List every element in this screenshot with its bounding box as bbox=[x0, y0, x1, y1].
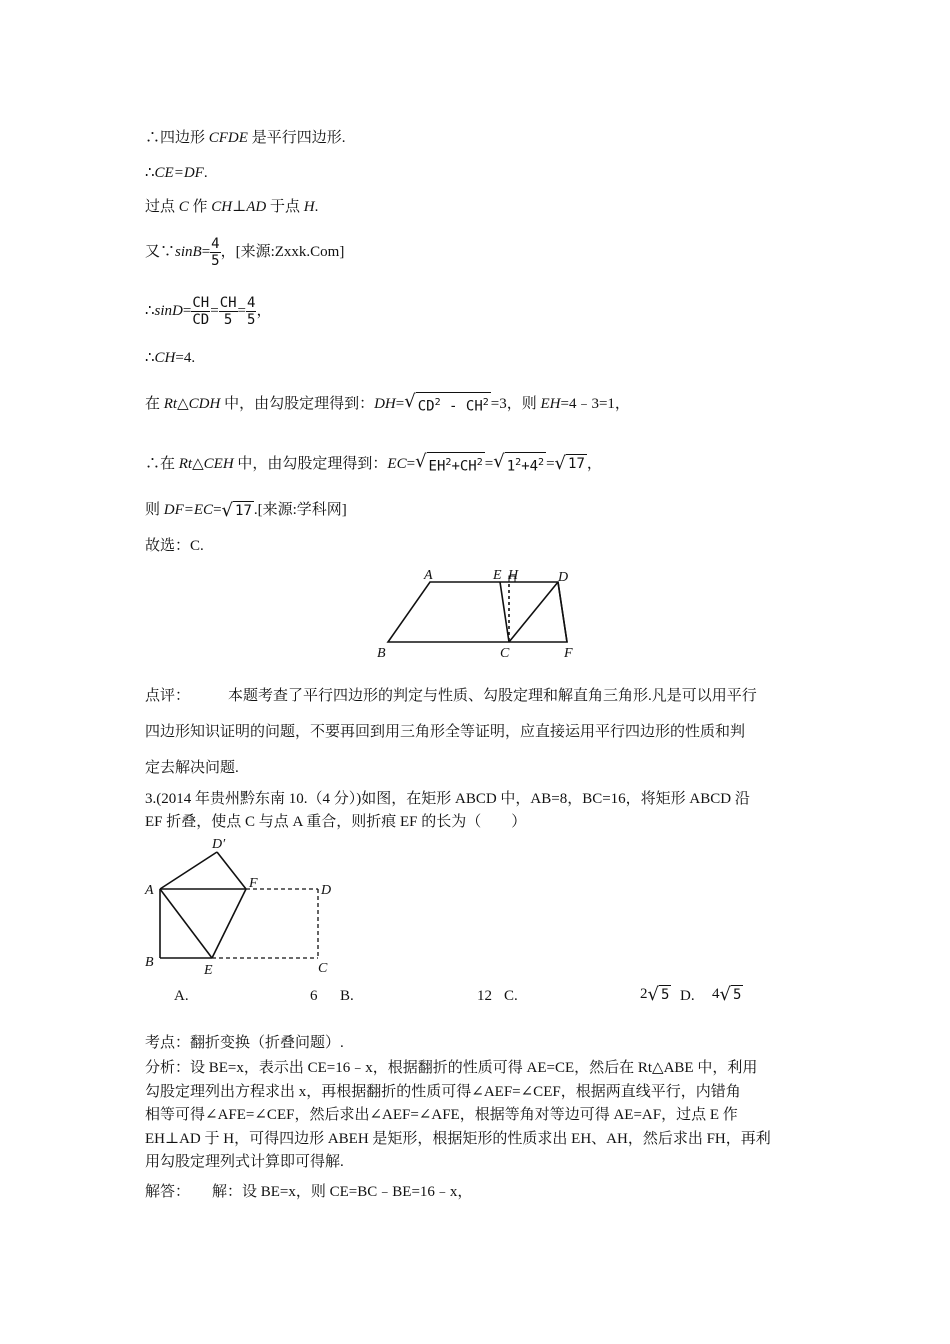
radicand: +CH bbox=[451, 458, 477, 475]
text: ，[来源:Zxxk.Com] bbox=[220, 243, 345, 260]
question-text: EF 折叠，使点 C 与点 A 重合，则折痕 EF 的长为（ ） bbox=[145, 814, 527, 830]
analysis-text: EH⊥AD 于 H，可得四边形 ABEH 是矩形，根据矩形的性质求出 EH、AH，然后求出 FH，再利 bbox=[145, 1130, 771, 1147]
label-e: E bbox=[204, 963, 213, 978]
exponent: 2 bbox=[434, 397, 441, 408]
text: 作 bbox=[188, 199, 212, 215]
label-h: H bbox=[508, 568, 519, 583]
label-f: F bbox=[249, 876, 258, 891]
text: ， bbox=[586, 455, 602, 472]
figure-folded-rectangle bbox=[140, 832, 340, 982]
choice-d-label[interactable]: D. bbox=[680, 988, 695, 1004]
question-3 bbox=[145, 788, 750, 834]
proof-line-4 bbox=[145, 236, 344, 269]
text: = bbox=[395, 395, 405, 412]
radicand: 1 bbox=[506, 458, 516, 475]
var: AD bbox=[246, 199, 267, 215]
choice-a-label[interactable]: A. bbox=[174, 988, 189, 1004]
var: Rt bbox=[178, 455, 193, 472]
var: EC bbox=[387, 455, 407, 472]
sqrt-icon: √ bbox=[554, 453, 567, 475]
sqrt-expression bbox=[404, 392, 491, 417]
text: ∴四边形 bbox=[145, 130, 209, 146]
proof-line-8 bbox=[145, 452, 602, 477]
var: CEH bbox=[203, 455, 234, 472]
radicand: +4 bbox=[521, 458, 539, 475]
segment-ef bbox=[212, 889, 246, 958]
question-text: 3.(2014 年贵州黔东南 10.（4 分）)如图，在矩形 ABCD 中，AB=8，BC=16，将矩形 ABCD 沿 bbox=[145, 791, 750, 807]
text: = bbox=[546, 455, 555, 472]
segment-ce bbox=[500, 582, 509, 642]
comment-label: 点评： bbox=[145, 688, 191, 704]
proof-line-7 bbox=[145, 392, 630, 417]
label-e: E bbox=[493, 568, 502, 583]
sqrt-expression bbox=[720, 985, 744, 1005]
text: =4﹣3=1， bbox=[560, 395, 630, 412]
var: sinD bbox=[154, 302, 183, 319]
label-d: D bbox=[558, 570, 569, 585]
analysis-text: 分析：设 BE=x，表示出 CE=16﹣x，根据翻折的性质可得 AE=CE，然后在 Rt△ABE 中，利用 bbox=[145, 1060, 758, 1076]
exponent: 2 bbox=[515, 457, 522, 468]
segment-ad-prime bbox=[160, 852, 217, 889]
var: DF=EC bbox=[163, 502, 214, 518]
text: 则 bbox=[145, 502, 164, 518]
kaodian-line: 考点：翻折变换（折叠问题）. bbox=[145, 1035, 344, 1051]
text: ， bbox=[256, 302, 272, 319]
text: ∴ bbox=[145, 302, 155, 319]
comment-text: 本题考查了平行四边形的判定与性质、勾股定理和解直角三角形.凡是可以用平行 bbox=[228, 688, 757, 704]
segment-cd bbox=[509, 582, 558, 642]
text: 在 bbox=[145, 395, 164, 412]
comment-block bbox=[145, 678, 810, 786]
radicand: 5 bbox=[732, 986, 742, 1003]
text: . bbox=[203, 165, 208, 181]
text: ∴ bbox=[145, 165, 155, 181]
sqrt-icon: √ bbox=[493, 451, 505, 472]
sqrt-icon: √ bbox=[221, 499, 234, 521]
triangle-symbol: △ bbox=[177, 395, 189, 412]
sqrt-icon: √ bbox=[404, 391, 416, 412]
radicand: 17 bbox=[568, 456, 585, 473]
text: = bbox=[484, 455, 494, 472]
sqrt-icon: √ bbox=[647, 983, 659, 1005]
coefficient: 2 bbox=[640, 986, 648, 1002]
text: 是平行四边形. bbox=[247, 130, 346, 146]
text: =4. bbox=[175, 350, 196, 366]
parallelogram-abcd bbox=[388, 582, 567, 642]
radicand: 17 bbox=[235, 502, 252, 519]
label-d: D bbox=[321, 883, 332, 898]
denominator: 5 bbox=[247, 312, 256, 328]
triangle-symbol: △ bbox=[192, 455, 204, 472]
var: H bbox=[303, 199, 315, 215]
proof-line-1 bbox=[145, 128, 345, 148]
var: DH bbox=[374, 395, 396, 412]
label-a: A bbox=[424, 568, 433, 583]
text: ∴在 bbox=[145, 455, 179, 472]
exponent: 2 bbox=[538, 457, 545, 468]
text: 又∵ bbox=[145, 243, 176, 260]
comment-text: 定去解决问题. bbox=[145, 760, 239, 776]
var: CFDE bbox=[208, 130, 248, 146]
analysis-block bbox=[145, 1057, 771, 1175]
sqrt-expression bbox=[648, 985, 672, 1005]
proof-line-5 bbox=[145, 295, 271, 328]
proof-line-2 bbox=[145, 163, 208, 183]
numerator: 4 bbox=[211, 236, 220, 252]
var: Rt bbox=[163, 395, 178, 412]
text: 于点 bbox=[266, 199, 304, 215]
proof-line-9 bbox=[145, 500, 347, 521]
proof-line-6 bbox=[145, 348, 195, 368]
text: 中，由勾股定理得到： bbox=[220, 395, 375, 412]
exponent: 2 bbox=[445, 457, 452, 468]
text: = bbox=[182, 302, 192, 319]
text: = bbox=[406, 455, 416, 472]
var: C bbox=[178, 199, 189, 215]
var: CH bbox=[211, 199, 233, 215]
segment-ae bbox=[160, 889, 212, 958]
label-c: C bbox=[318, 961, 328, 976]
label-f: F bbox=[564, 646, 573, 661]
text: =3，则 bbox=[490, 395, 541, 412]
analysis-text: 相等可得∠AFE=∠CEF，然后求出∠AEF=∠AFE，根据等角对等边可得 AE=AF，过点 E 作 bbox=[145, 1107, 738, 1123]
label-a: A bbox=[145, 883, 154, 898]
numerator: CH bbox=[192, 295, 210, 311]
segment-d-prime-f bbox=[217, 852, 246, 889]
text: .[来源:学科网] bbox=[253, 502, 347, 518]
text: = bbox=[237, 302, 247, 319]
sqrt-icon: √ bbox=[719, 983, 731, 1005]
text: ∴ bbox=[145, 350, 155, 366]
radicand: CD bbox=[417, 398, 435, 415]
var: EH bbox=[540, 395, 561, 412]
var: CE=DF bbox=[154, 165, 204, 181]
comment-text: 四边形知识证明的问题，不要再回到用三角形全等证明，应直接运用平行四边形的性质和判 bbox=[145, 724, 746, 740]
denominator: 5 bbox=[211, 253, 220, 269]
text: = bbox=[210, 302, 219, 319]
sqrt-expression bbox=[222, 501, 254, 521]
choice-a-value: 6 bbox=[310, 988, 318, 1004]
label-b: B bbox=[377, 646, 386, 661]
var: CDH bbox=[188, 395, 221, 412]
figure-parallelogram bbox=[370, 562, 590, 662]
text: = bbox=[201, 243, 211, 260]
choice-d-value bbox=[712, 984, 743, 1005]
perp-symbol: ⊥ bbox=[232, 199, 247, 215]
solution-line bbox=[145, 1182, 472, 1202]
choice-b-label[interactable]: B. bbox=[340, 988, 354, 1004]
text: 过点 bbox=[145, 199, 179, 215]
exponent: 2 bbox=[482, 397, 489, 408]
fraction bbox=[219, 295, 238, 328]
radicand: 5 bbox=[660, 986, 670, 1003]
solution-label: 解答： bbox=[145, 1184, 191, 1200]
label-d-prime: D′ bbox=[212, 837, 226, 852]
analysis-text: 勾股定理列出方程求出 x，再根据翻折的性质可得∠AEF=∠CEF，根据两直线平行，内错角 bbox=[145, 1083, 741, 1100]
numerator: CH bbox=[219, 295, 237, 311]
label-b: B bbox=[145, 955, 154, 970]
fraction bbox=[246, 295, 256, 328]
var: sinB bbox=[175, 243, 202, 260]
choice-c-value bbox=[640, 984, 671, 1005]
denominator: 5 bbox=[223, 312, 233, 328]
label-c: C bbox=[500, 646, 510, 661]
sqrt-expression bbox=[493, 452, 546, 477]
sqrt-icon: √ bbox=[415, 451, 427, 472]
text: = bbox=[213, 502, 222, 518]
answer-line: 故选：C. bbox=[145, 538, 204, 554]
fraction bbox=[210, 236, 220, 269]
radicand: - CH bbox=[440, 398, 483, 415]
exponent: 2 bbox=[476, 457, 483, 468]
var: CH bbox=[154, 350, 176, 366]
radicand: EH bbox=[428, 458, 446, 475]
choice-b-value: 12 bbox=[477, 988, 492, 1004]
solution-text: 解：设 BE=x，则 CE=BC﹣BE=16﹣x， bbox=[212, 1184, 473, 1200]
proof-line-3 bbox=[145, 197, 318, 217]
choice-c-label[interactable]: C. bbox=[504, 988, 518, 1004]
analysis-text: 用勾股定理列式计算即可得解. bbox=[145, 1154, 344, 1170]
text: . bbox=[314, 199, 319, 215]
numerator: 4 bbox=[247, 295, 256, 311]
sqrt-expression bbox=[555, 454, 587, 474]
segment-df bbox=[558, 582, 567, 642]
text: 中，由勾股定理得到： bbox=[233, 455, 388, 472]
denominator: CD bbox=[192, 312, 210, 328]
fraction bbox=[191, 295, 210, 328]
coefficient: 4 bbox=[712, 986, 720, 1002]
sqrt-expression bbox=[415, 452, 485, 477]
